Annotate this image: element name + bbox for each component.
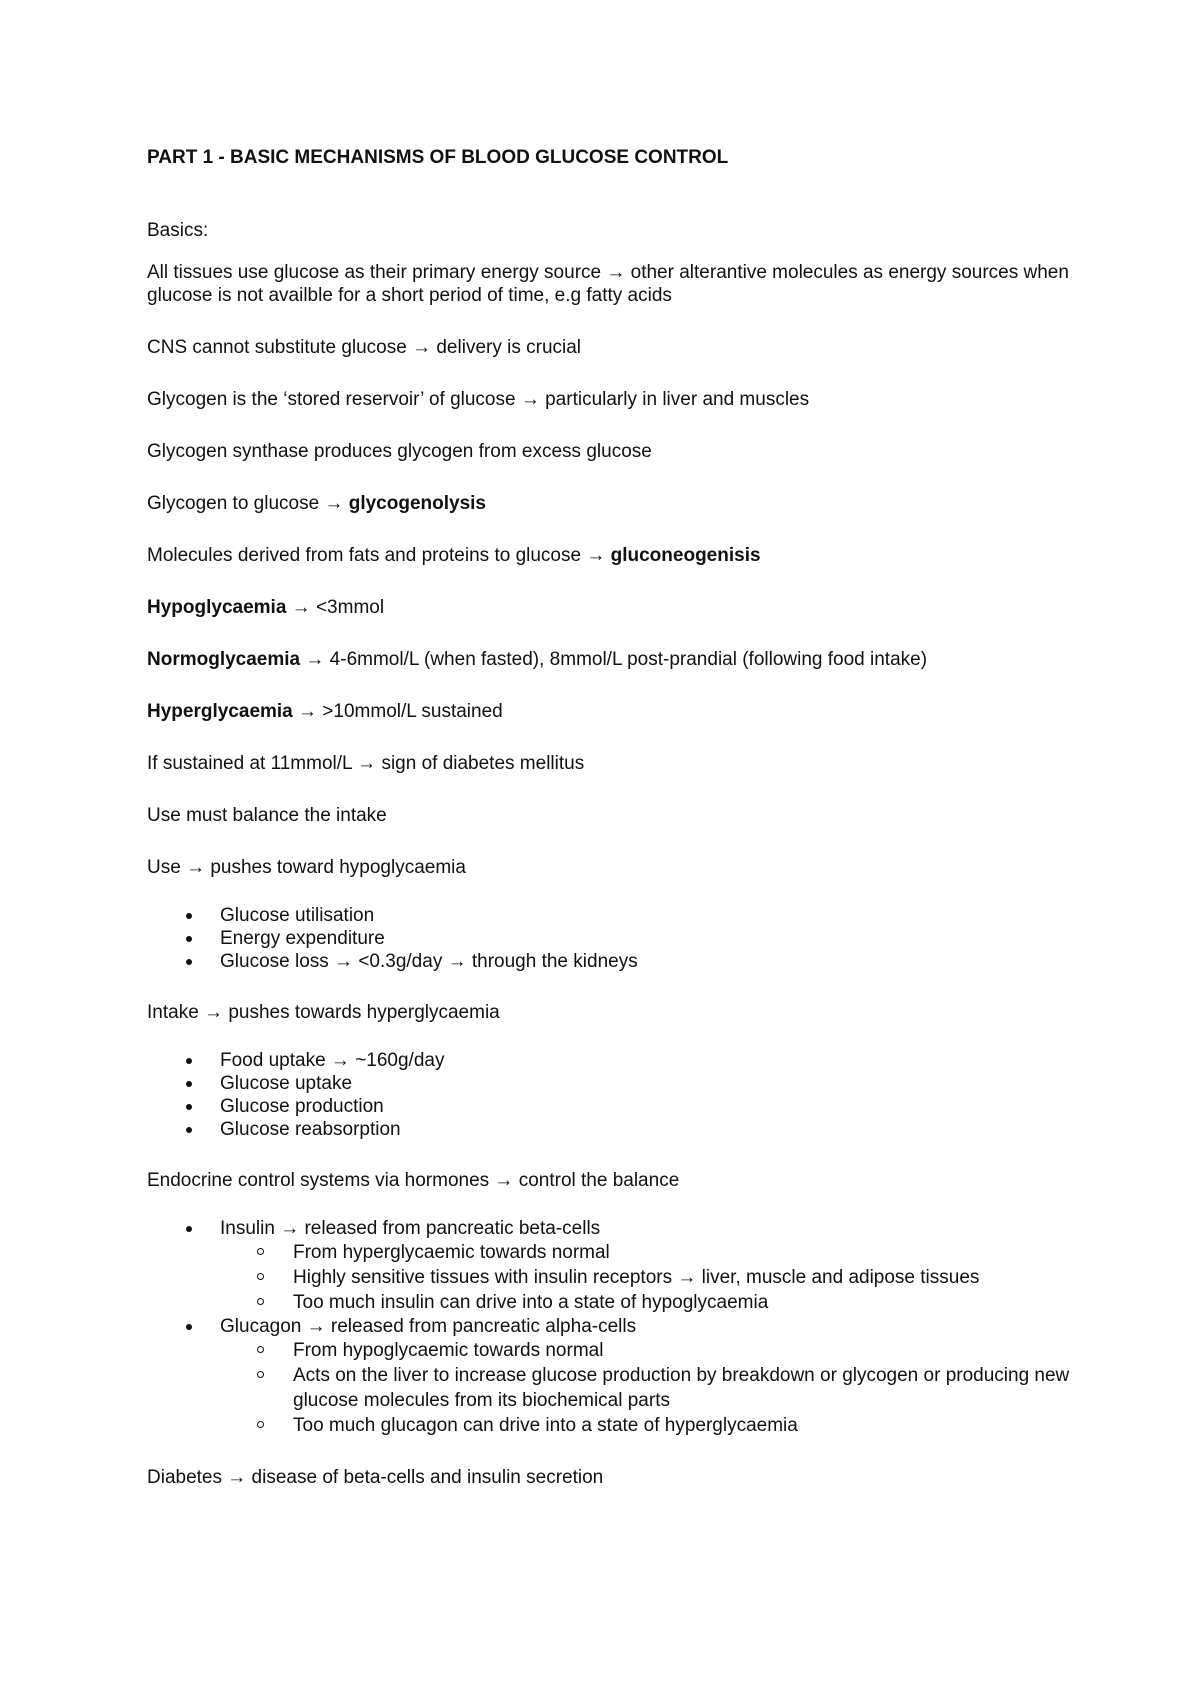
sub-list-item [220,1240,1080,1265]
sub-list-item-text: Too much insulin can drive into a state of hypoglycaemia [293,1292,769,1313]
list-item-text: Glucose production [220,1096,384,1117]
insulin-label: Insulin → released from pancreatic beta-cells [220,1218,601,1239]
use-heading: Use → pushes toward hypoglycaemia [147,857,466,878]
bullet-dot-icon [186,959,192,965]
paragraph-normoglycaemia [147,648,1080,671]
bullet-dot-icon [186,1058,192,1064]
paragraph-cns: CNS cannot substitute glucose → delivery is crucial [147,337,582,358]
bullet-circle-icon [257,1273,264,1280]
bullet-dot-icon [186,1127,192,1133]
list-item [147,1118,1080,1141]
normoglycaemia-term: Normoglycaemia [147,649,301,670]
glycogenolysis-text: Glycogen to glucose → [147,493,349,514]
hyperglycaemia-text: → >10mmol/L sustained [292,701,503,722]
list-item-text: Glucose loss → <0.3g/day → through the kidneys [220,951,638,972]
list-item-insulin [147,1217,1080,1315]
bullet-circle-icon [257,1248,264,1255]
intake-heading: Intake → pushes towards hyperglycaemia [147,1002,500,1023]
insulin-sublist [147,1240,1080,1315]
paragraph-hyperglycaemia [147,700,1080,723]
basics-label: Basics: [147,220,209,241]
gluconeogenesis-text: Molecules derived from fats and proteins to glucose → [147,545,611,566]
paragraph-glycogenolysis [147,492,1080,515]
gluconeogenesis-term: gluconeogenisis [610,545,761,566]
paragraph-energy-source: All tissues use glucose as their primary energy source → other alterantive molecules as energy sources when glucose is not availble for a short period of time, e.g fatty acids [147,262,1069,306]
sub-list-item [220,1413,1080,1438]
intake-list [147,1049,1080,1141]
list-item [147,1072,1080,1095]
bullet-dot-icon [186,913,192,919]
sub-list-item [220,1338,1080,1363]
paragraph-diabetes-sign: If sustained at 11mmol/L → sign of diabetes mellitus [147,753,585,774]
bullet-dot-icon [186,1324,192,1330]
paragraph-diabetes: Diabetes → disease of beta-cells and insulin secretion [147,1467,604,1488]
bullet-circle-icon [257,1371,264,1378]
paragraph-glycogen-synthase: Glycogen synthase produces glycogen from excess glucose [147,441,652,462]
endocrine-list [147,1217,1080,1438]
bullet-circle-icon [257,1346,264,1353]
paragraph-balance: Use must balance the intake [147,805,387,826]
list-item [147,950,1080,973]
sub-list-item-text: From hyperglycaemic towards normal [293,1242,610,1263]
bullet-dot-icon [186,936,192,942]
normoglycaemia-text: → 4-6mmol/L (when fasted), 8mmol/L post-prandial (following food intake) [300,649,928,670]
sub-list-item [220,1265,1080,1290]
endocrine-heading: Endocrine control systems via hormones → control the balance [147,1170,680,1191]
list-item-text: Food uptake → ~160g/day [220,1050,445,1071]
glucagon-label: Glucagon → released from pancreatic alpha-cells [220,1316,637,1337]
bullet-circle-icon [257,1421,264,1428]
paragraph-glycogen-reservoir: Glycogen is the ‘stored reservoir’ of glucose → particularly in liver and muscles [147,389,810,410]
sub-list-item-text: From hypoglycaemic towards normal [293,1340,604,1361]
glycogenolysis-term: glycogenolysis [348,493,486,514]
sub-list-item-text: Acts on the liver to increase glucose production by breakdown or glycogen or producing new glucose molecules from its biochemical parts [293,1365,1070,1411]
paragraph-hypoglycaemia [147,596,1080,619]
list-item-text: Glucose uptake [220,1073,353,1094]
bullet-circle-icon [257,1298,264,1305]
list-item-text: Glucose reabsorption [220,1119,401,1140]
bullet-dot-icon [186,1081,192,1087]
paragraph-gluconeogenesis [147,544,1080,567]
list-item-text: Glucose utilisation [220,905,375,926]
list-item [147,927,1080,950]
glucagon-sublist [147,1338,1080,1438]
sub-list-item [220,1290,1080,1315]
document-title: PART 1 - BASIC MECHANISMS OF BLOOD GLUCOSE CONTROL [147,147,729,168]
sub-list-item-text: Highly sensitive tissues with insulin receptors → liver, muscle and adipose tissues [293,1267,980,1288]
bullet-dot-icon [186,1104,192,1110]
list-item [147,904,1080,927]
hypoglycaemia-term: Hypoglycaemia [147,597,287,618]
list-item [147,1049,1080,1072]
use-list [147,904,1080,973]
list-item-glucagon [147,1315,1080,1438]
bullet-dot-icon [186,1226,192,1232]
list-item [147,1095,1080,1118]
list-item-text: Energy expenditure [220,928,385,949]
sub-list-item [220,1363,1080,1413]
hyperglycaemia-term: Hyperglycaemia [147,701,293,722]
sub-list-item-text: Too much glucagon can drive into a state of hyperglycaemia [293,1415,798,1436]
hypoglycaemia-text: → <3mmol [286,597,385,618]
